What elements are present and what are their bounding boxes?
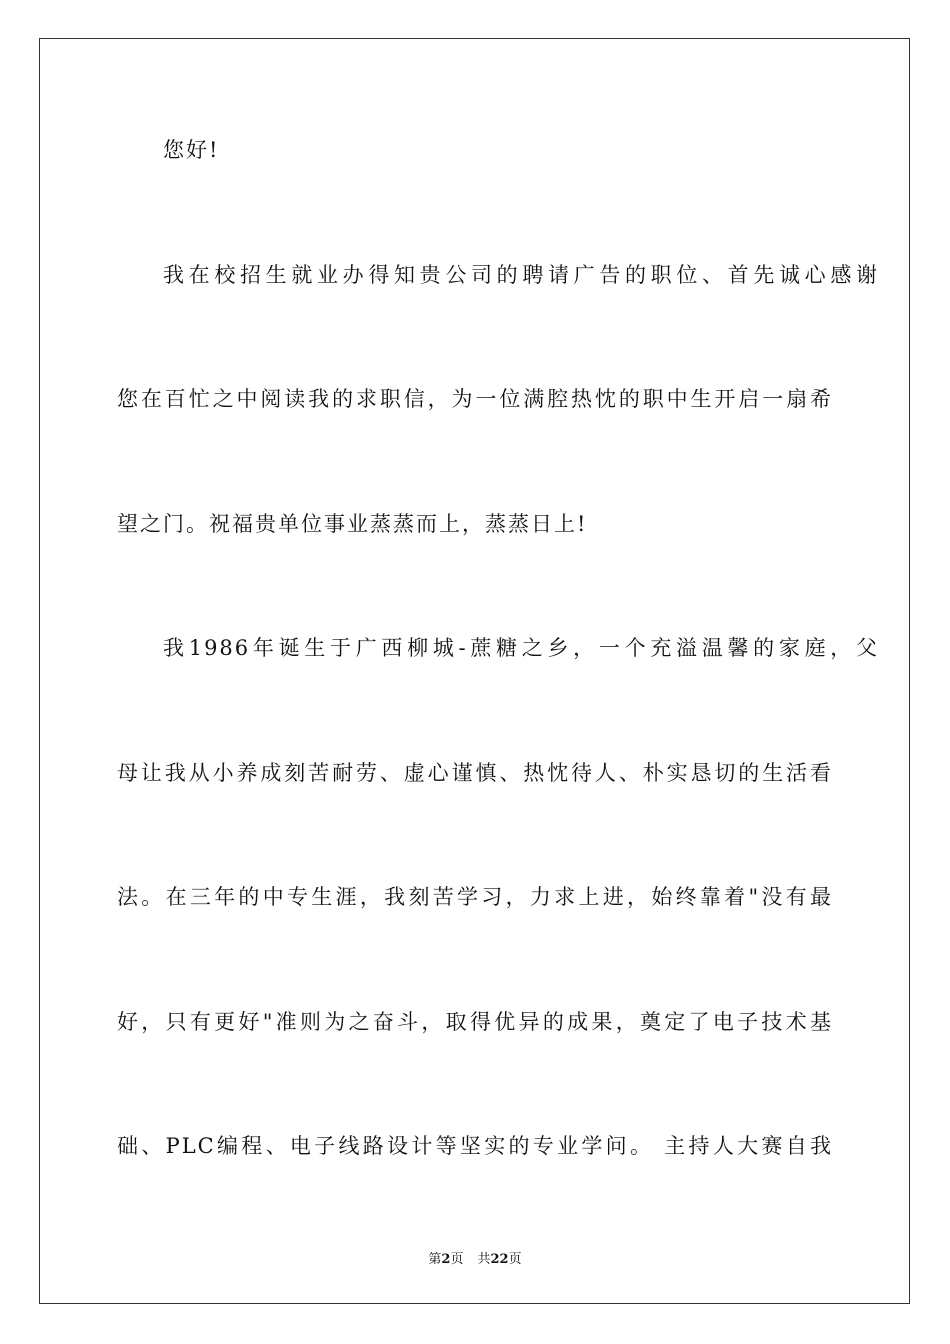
paragraph-1-line-2: 您在百忙之中阅读我的求职信，为一位满腔热忱的职中生开启一扇希	[117, 387, 833, 411]
page-suffix: 页	[450, 1252, 464, 1267]
greeting-line: 您好!	[163, 138, 220, 162]
paragraph-2-line-4: 好，只有更好"准则为之奋斗，取得优异的成果，奠定了电子技术基	[117, 1010, 833, 1034]
paragraph-2-line-3: 法。在三年的中专生涯，我刻苦学习，力求上进，始终靠着"没有最	[117, 885, 833, 909]
paragraph-2-line-5: 础、PLC编程、电子线路设计等坚实的专业学问。 主持人大赛自我	[117, 1134, 833, 1158]
page-footer	[0, 1248, 950, 1267]
paragraph-2-line-2: 母让我从小养成刻苦耐劳、虚心谨慎、热忱待人、朴实恳切的生活看	[117, 761, 833, 785]
paragraph-2-line-1: 我1986年诞生于广西柳城-蔗糖之乡，一个充溢温馨的家庭，父	[163, 636, 879, 660]
page-prefix: 第	[428, 1252, 442, 1267]
total-prefix: 共	[477, 1252, 491, 1267]
paragraph-1-line-3: 望之门。祝福贵单位事业蒸蒸而上，蒸蒸日上!	[117, 512, 588, 536]
total-suffix: 页	[508, 1252, 522, 1267]
page-number: 2	[441, 1252, 451, 1267]
paragraph-1-line-1: 我在校招生就业办得知贵公司的聘请广告的职位、首先诚心感谢	[163, 263, 879, 287]
page-border	[39, 38, 910, 1304]
total-pages: 22	[490, 1252, 509, 1267]
